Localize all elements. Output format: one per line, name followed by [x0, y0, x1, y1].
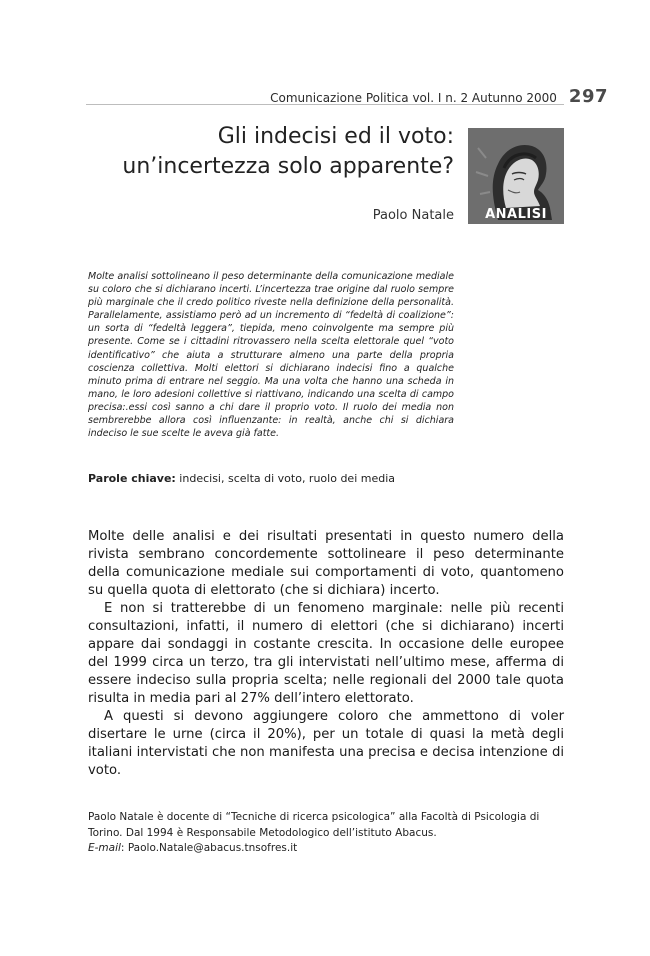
email-separator: :	[120, 842, 128, 854]
body-paragraph-2: E non si tratterebbe di un fenomeno marginale: nelle più recenti consultazioni, infatti, il numero di elettori (che si dichiarano) incerti appare dai sondaggi in costante crescita. In occasione delle europee del 1999 circa un terzo, tra gli intervistati nell’ultimo mese, afferma di essere indeciso sulla propria scelta; nelle regionali del 2000 tale quota risulta in media pari al 27% dell’intero elettorato.	[88, 601, 564, 706]
title-line-1: Gli indecisi ed il voto:	[217, 124, 454, 149]
body-paragraph-3: A questi si devono aggiungere coloro che ammettono di voler disertare le urne (circa il 20%), per un totale di quasi la metà degli italiani intervistati che non manifesta una precisa e decisa intenzione di voto.	[88, 709, 564, 778]
email-label: E-mail	[88, 842, 121, 854]
article-body	[88, 528, 564, 780]
title-line-2: un’incertezza solo apparente?	[122, 154, 454, 179]
keywords-value: indecisi, scelta di voto, ruolo dei media	[175, 472, 396, 485]
article-title	[96, 122, 454, 182]
body-paragraph-1: Molte delle analisi e dei risultati presentati in questo numero della rivista sembrano concordemente sottolineare il peso determinante della comunicazione mediale sui comportamenti di voto, quantomeno su quella quota di elettorato (che si dichiara) incerto.	[88, 529, 564, 598]
page-number: 297	[568, 86, 608, 107]
article-author: Paolo Natale	[372, 208, 454, 223]
keywords	[88, 472, 558, 485]
header-rule	[86, 104, 564, 105]
keywords-label: Parole chiave:	[88, 472, 176, 485]
author-footnote	[88, 810, 564, 857]
section-label: ANALISI	[485, 207, 547, 222]
author-email: Paolo.Natale@abacus.tnsofres.it	[127, 842, 298, 854]
author-bio: Paolo Natale è docente di “Tecniche di ricerca psicologica” alla Facoltà di Psicologia di Torino. Dal 1994 è Responsabile Metodologico dell’istituto Abacus.	[88, 811, 540, 839]
journal-running-title: Comunicazione Politica vol. I n. 2 Autunno 2000	[270, 91, 557, 105]
section-badge	[468, 128, 564, 224]
author-email-line	[88, 841, 564, 857]
abstract: Molte analisi sottolineano il peso determinante della comunicazione mediale su coloro che si dichiarano incerti. L’incertezza trae origine dal ruolo sempre più marginale che il credo politico riveste nella definizione della personalità. Parallelamente, assistiamo però ad un incremento di “fedeltà di coalizione”: un sorta di “fedeltà leggera”, tiepida, meno coinvolgente ma sempre più presente. Come se i cittadini ritrovassero nella scelta elettorale quel “voto identificativo” che aiuta a strutturare almeno una parte della propria coscienza collettiva. Molti elettori si dichiarano indecisi fino a qualche minuto prima di entrare nel seggio. Ma una volta che hanno una scheda in mano, le loro adesioni collettive si riattivano, indicando una scelta di campo precisa:.essi così sanno a chi dare il proprio voto. Il ruolo dei media non sembrerebbe allora così influenzante: in realtà, anche chi si dichiara indeciso le sue scelte le aveva già fatte.	[88, 271, 454, 440]
